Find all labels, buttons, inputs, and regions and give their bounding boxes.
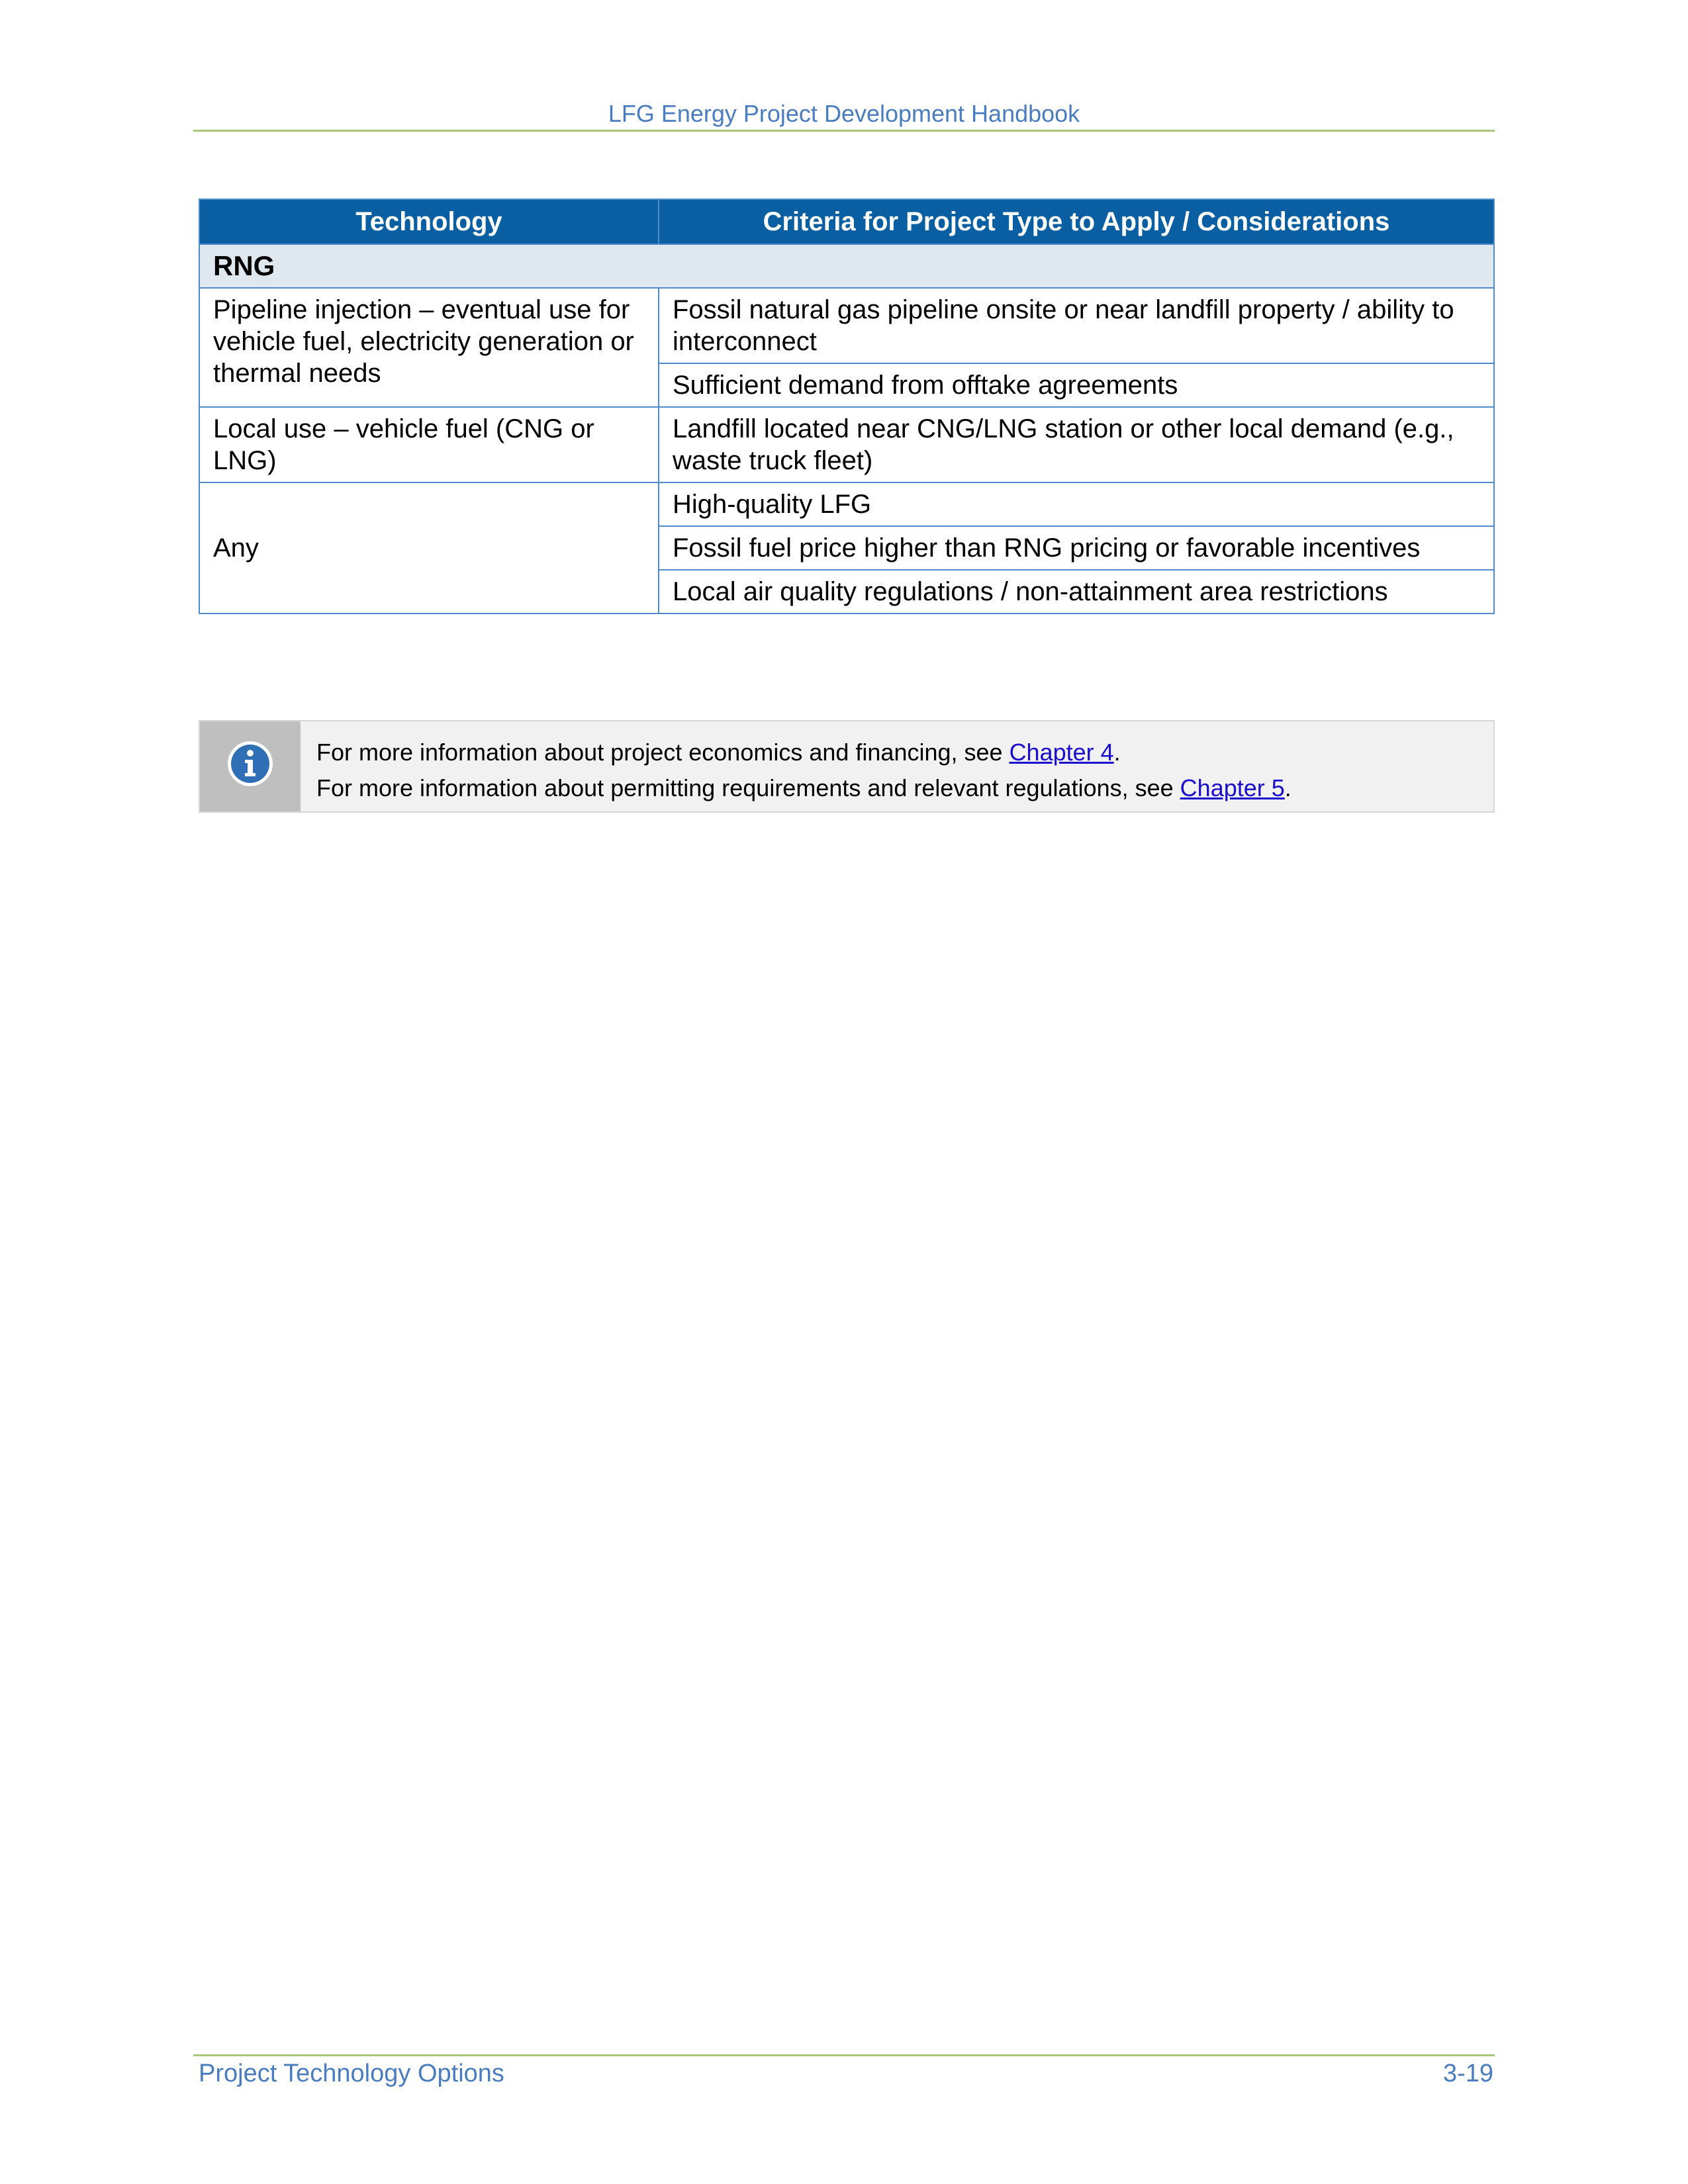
info-line-economics-text: For more information about project economics and financing, see bbox=[316, 739, 1009, 766]
table-row bbox=[199, 482, 1494, 526]
technology-cell: Pipeline injection – eventual use for vehicle fuel, electricity generation or thermal needs bbox=[199, 288, 659, 407]
info-line-permitting bbox=[316, 770, 1481, 806]
header-rule bbox=[193, 130, 1495, 132]
info-line-economics-period: . bbox=[1113, 739, 1121, 766]
footer-rule bbox=[193, 2054, 1495, 2056]
table-row bbox=[199, 407, 1494, 482]
technology-cell: Local use – vehicle fuel (CNG or LNG) bbox=[199, 407, 659, 482]
criteria-cell: Landfill located near CNG/LNG station or other local demand (e.g., waste truck fleet) bbox=[659, 407, 1494, 482]
criteria-cell: Fossil natural gas pipeline onsite or near landfill property / ability to interconnect bbox=[659, 288, 1494, 363]
info-icon-panel bbox=[200, 721, 301, 811]
info-line-permitting-period: . bbox=[1284, 774, 1291, 801]
table-row bbox=[199, 288, 1494, 363]
running-header: LFG Energy Project Development Handbook bbox=[608, 100, 1080, 127]
info-line-economics bbox=[316, 735, 1481, 770]
info-line-permitting-text: For more information about permitting requirements and relevant regulations, see bbox=[316, 774, 1180, 801]
section-row bbox=[199, 244, 1494, 288]
footer-section-title: Project Technology Options bbox=[199, 2060, 504, 2087]
table-header-row bbox=[199, 199, 1494, 244]
criteria-cell: Fossil fuel price higher than RNG pricing or favorable incentives bbox=[659, 526, 1494, 570]
criteria-table bbox=[199, 199, 1495, 614]
technology-cell: Any bbox=[199, 482, 659, 614]
section-label: RNG bbox=[199, 244, 1494, 288]
chapter-5-link[interactable]: Chapter 5 bbox=[1180, 774, 1285, 801]
footer-page-number: 3-19 bbox=[1442, 2060, 1493, 2087]
criteria-cell: Local air quality regulations / non-attainment area restrictions bbox=[659, 570, 1494, 614]
criteria-cell: High-quality LFG bbox=[659, 482, 1494, 526]
info-callout bbox=[199, 720, 1495, 813]
chapter-4-link[interactable]: Chapter 4 bbox=[1009, 739, 1114, 766]
criteria-cell: Sufficient demand from offtake agreements bbox=[659, 363, 1494, 407]
info-text bbox=[316, 735, 1481, 806]
column-header-criteria: Criteria for Project Type to Apply / Considerations bbox=[659, 199, 1494, 244]
info-icon bbox=[226, 740, 274, 788]
column-header-technology: Technology bbox=[199, 199, 659, 244]
